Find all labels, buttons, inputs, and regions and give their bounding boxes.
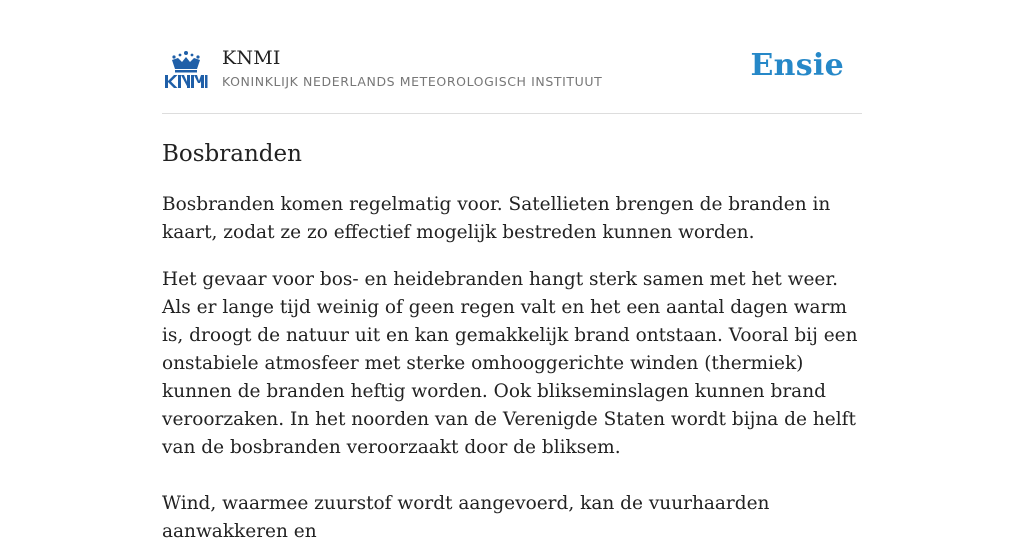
brand-block	[222, 46, 602, 90]
article-title: Bosbranden	[162, 141, 302, 167]
ensie-home-link[interactable]: Ensie	[750, 48, 844, 83]
article-paragraph: Bosbranden komen regelmatig voor. Satellieten brengen de branden in kaart, zodat ze zo effectief mogelijk bestreden kunnen worden.	[162, 194, 831, 243]
page	[162, 0, 862, 546]
article-paragraph: Wind, waarmee zuurstof wordt aangevoerd, kan de vuurhaarden aanwakkeren en	[162, 493, 770, 542]
knmi-logo[interactable]	[164, 50, 208, 90]
brand-name[interactable]: KNMI	[222, 47, 281, 69]
site-header	[162, 0, 862, 114]
brand-subtitle: KONINKLIJK NEDERLANDS METEOROLOGISCH INSTITUUT	[222, 74, 603, 89]
article-paragraph: Het gevaar voor bos- en heidebranden hangt sterk samen met het weer. Als er lange tijd weinig of geen regen valt en het een aantal dagen warm is, droogt de natuur uit en kan gemakkelijk brand ontstaan. Vooral bij een onstabiele atmosfeer met sterke omhooggerichte winden (thermiek) kunnen de branden heftig worden. Ook blikseminslagen kunnen brand veroorzaken. In het noorden van de Verenigde Staten wordt bijna de helft van de bosbranden veroorzaakt door de bliksem.	[162, 269, 858, 458]
